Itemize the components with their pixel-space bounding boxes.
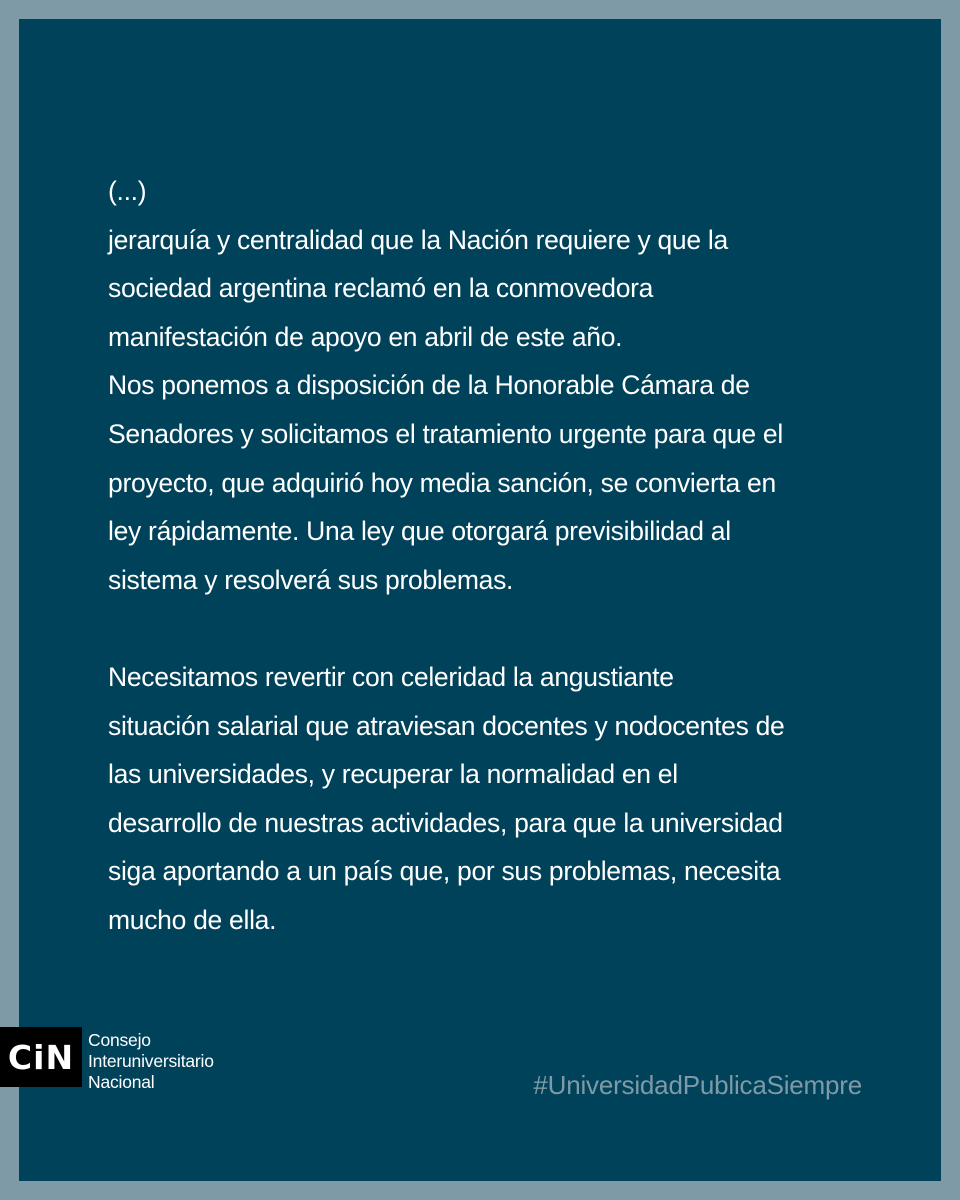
statement-line: ley rápidamente. Una ley que otorgará previsibilidad al xyxy=(108,516,731,547)
cin-logo xyxy=(0,1027,82,1087)
statement-line: Senadores y solicitamos el tratamiento urgente para que el xyxy=(108,418,783,449)
statement-line: manifestación de apoyo en abril de este año. xyxy=(108,321,623,352)
statement-line: Nos ponemos a disposición de la Honorable Cámara de xyxy=(108,370,750,401)
organization-name-line: Interuniversitario xyxy=(88,1051,214,1071)
statement-line: Necesitamos revertir con celeridad la angustiante xyxy=(108,661,674,692)
cin-logo-text: CiN xyxy=(7,1037,75,1077)
hashtag-text: #UniversidadPublicaSiempre xyxy=(533,1070,862,1100)
statement-line: proyecto, que adquirió hoy media sanción, se convierta en xyxy=(108,467,776,498)
paragraph-gap xyxy=(108,604,868,653)
statement-line: siga aportando a un país que, por sus problemas, necesita xyxy=(108,856,781,887)
content-panel xyxy=(19,19,941,1181)
statement-line: mucho de ella. xyxy=(108,904,277,935)
statement-line: situación salarial que atraviesan docentes y nodocentes de xyxy=(108,710,785,741)
organization-name xyxy=(88,1030,214,1093)
organization-name-line: Nacional xyxy=(88,1072,155,1092)
statement-line: sistema y resolverá sus problemas. xyxy=(108,564,514,595)
statement-line: las universidades, y recuperar la normalidad en el xyxy=(108,759,678,790)
statement-line: sociedad argentina reclamó en la conmovedora xyxy=(108,273,654,304)
statement-text xyxy=(108,167,868,945)
organization-name-line: Consejo xyxy=(88,1030,151,1050)
statement-line: jerarquía y centralidad que la Nación requiere y que la xyxy=(108,224,728,255)
statement-line: (...) xyxy=(108,176,147,206)
statement-line: desarrollo de nuestras actividades, para que la universidad xyxy=(108,807,783,838)
